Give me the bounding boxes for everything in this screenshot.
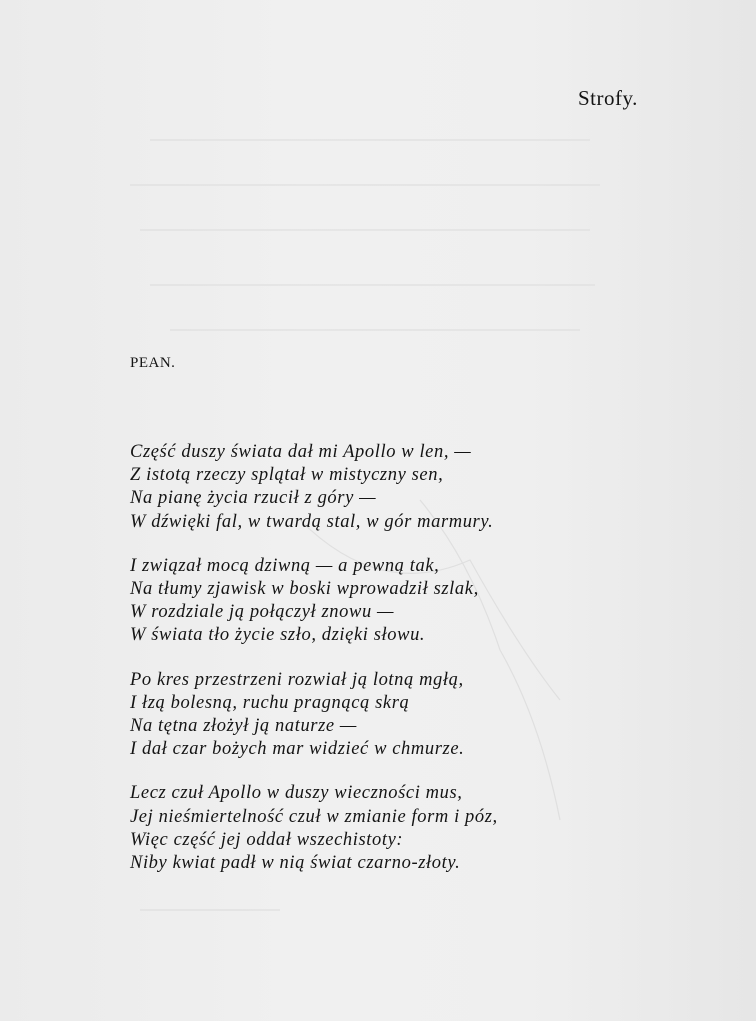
poem-title: PEAN.: [130, 355, 176, 371]
verse-line: W świata tło życie szło, dzięki słowu.: [130, 625, 426, 646]
verse-line: Na pianę życia rzucił z góry —: [130, 488, 377, 509]
verse-line: Na tętna złożył ją naturze —: [130, 716, 357, 737]
stanza-2: [130, 555, 590, 648]
verse-line: I dał czar bożych mar widzieć w chmurze.: [130, 739, 465, 760]
verse-line: I łzą bolesną, ruchu pragnącą skrą: [130, 692, 410, 713]
running-head: Strofy.: [578, 86, 638, 110]
verse-line: Lecz czuł Apollo w duszy wieczności mus,: [130, 783, 463, 804]
verse-line: Więc część jej oddał wszechistoty:: [130, 829, 404, 850]
verse-line: Niby kwiat padł w nią świat czarno-złoty.: [130, 853, 461, 874]
verse-line: Po kres przestrzeni rozwiał ją lotną mgłą,: [130, 669, 464, 690]
stanza-1: [130, 441, 590, 534]
verse-line: Część duszy świata dał mi Apollo w len, —: [130, 442, 472, 462]
verse-line: Z istotą rzeczy splątał w mistyczny sen,: [130, 465, 444, 486]
verse-line: Na tłumy zjawisk w boski wprowadził szlak,: [130, 579, 479, 600]
verse-line: I związał mocą dziwną — a pewną tak,: [130, 555, 440, 576]
verse-line: W dźwięki fal, w twardą stal, w gór marmury.: [130, 511, 494, 532]
poem-body: [130, 441, 590, 896]
verse-line: Jej nieśmiertelność czuł w zmianie form i póz,: [130, 806, 498, 827]
verse-line: W rozdziale ją połączył znowu —: [130, 602, 395, 623]
stanza-4: [130, 782, 590, 875]
stanza-3: [130, 669, 590, 762]
